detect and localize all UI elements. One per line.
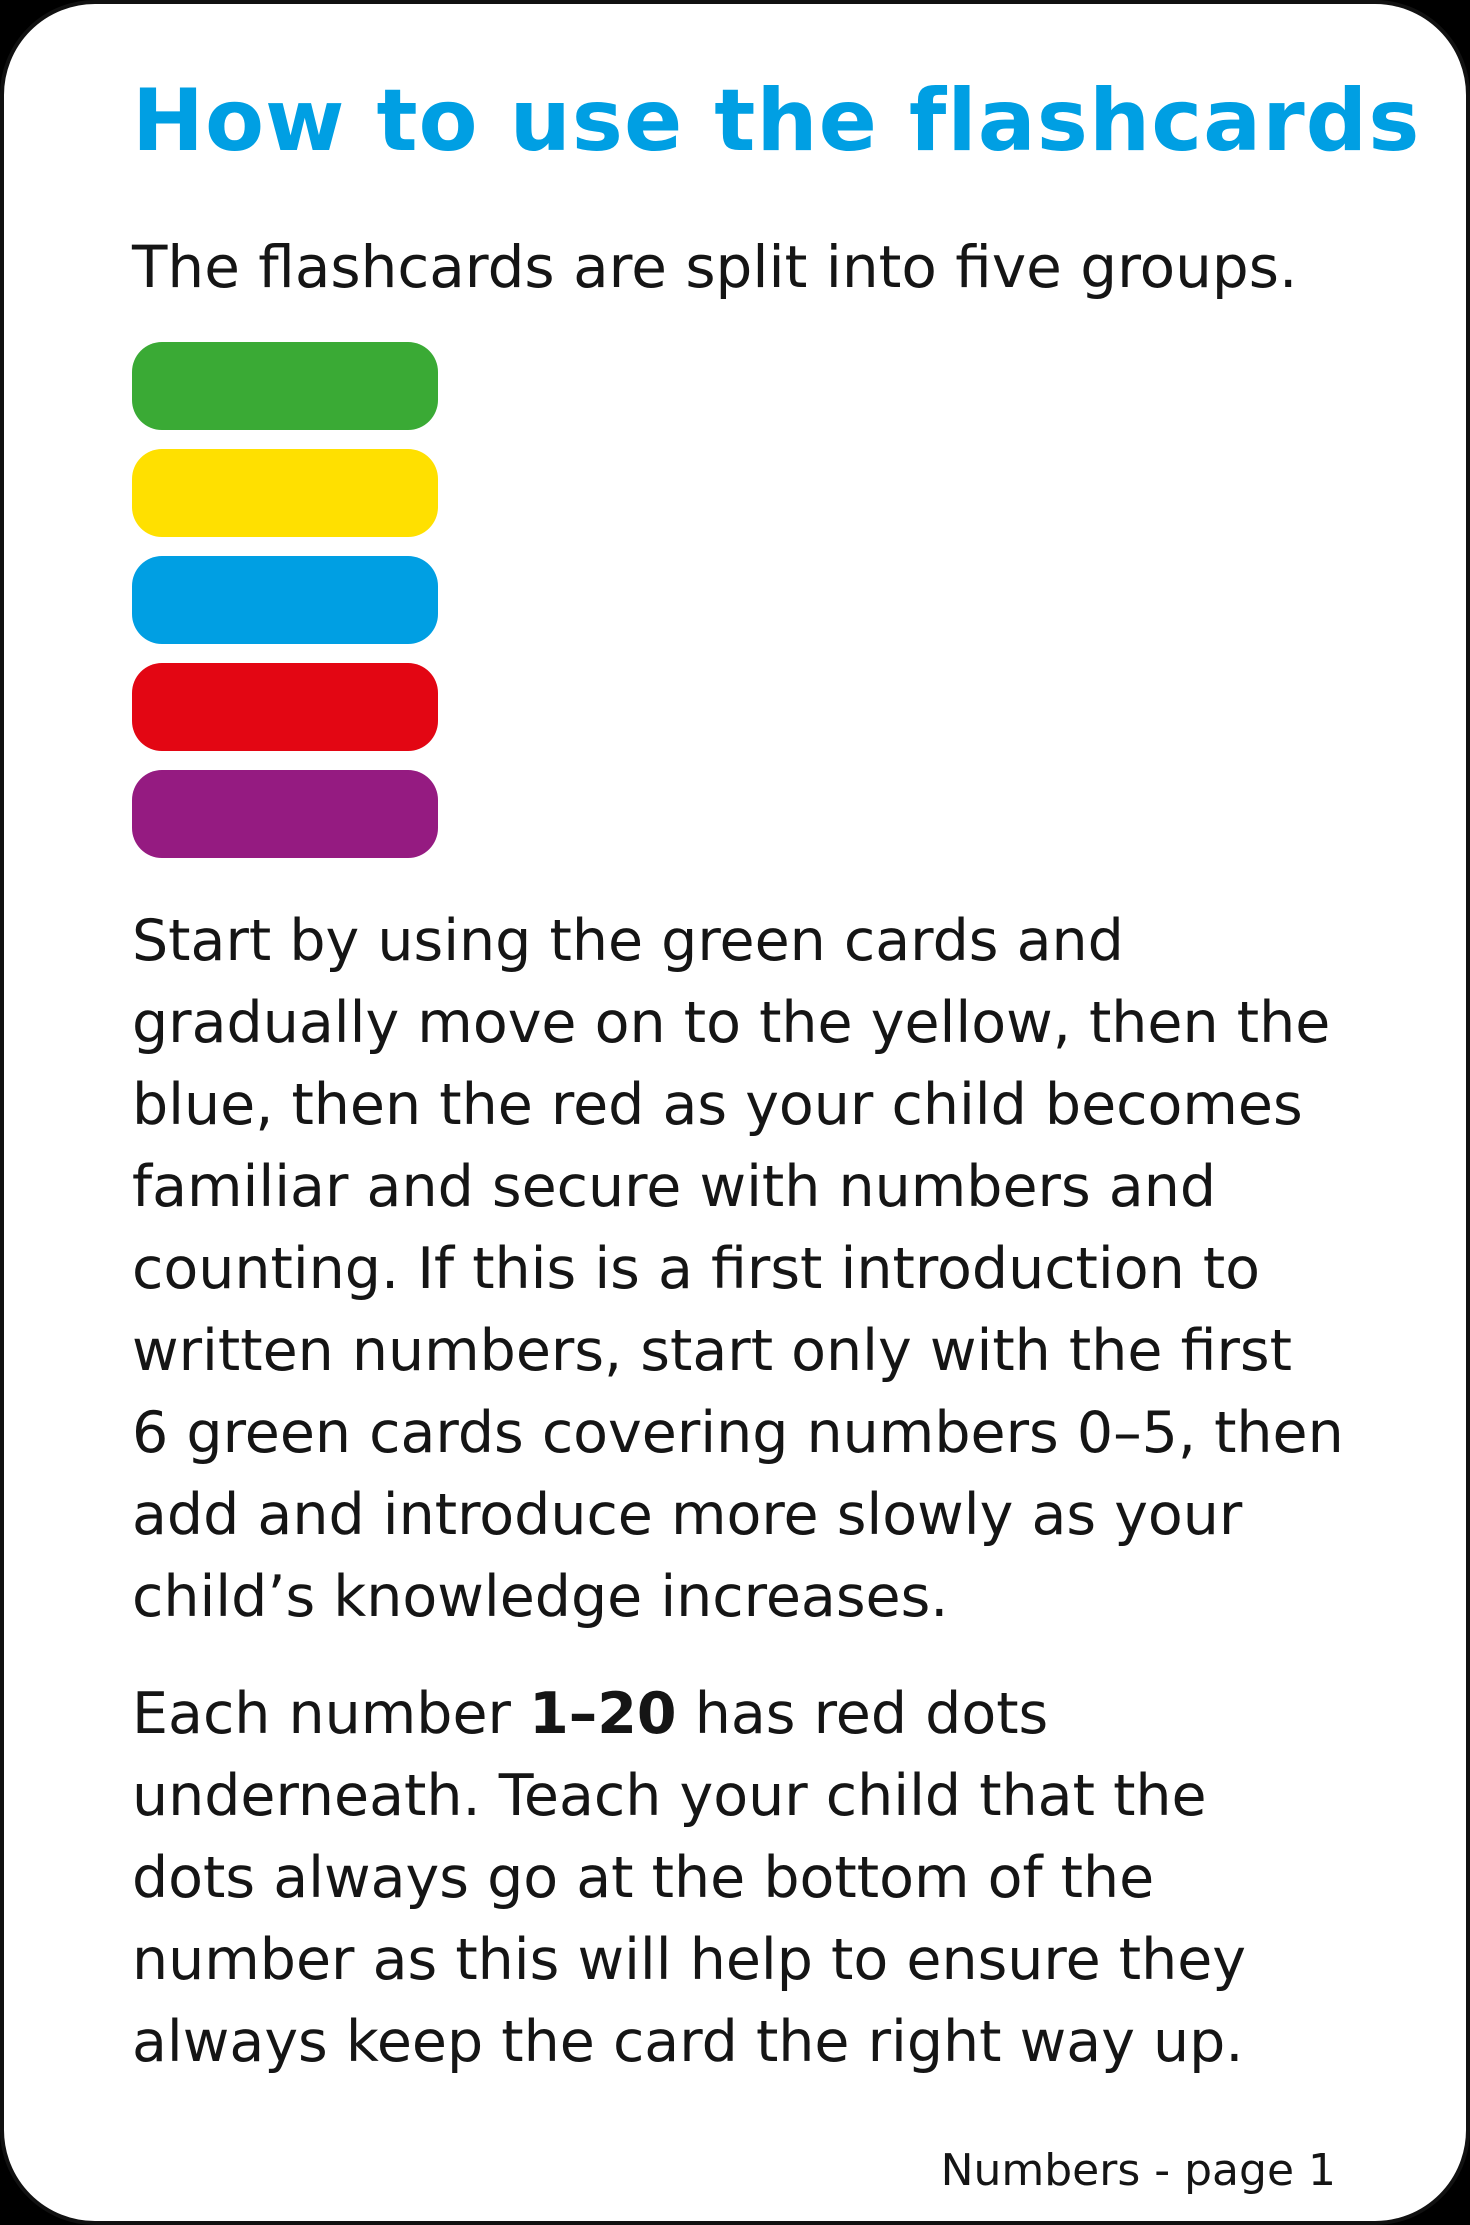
number-range-emphasis: 1–20: [529, 1681, 677, 1747]
group-bar-yellow: [132, 449, 438, 537]
group-bar-purple: [132, 770, 438, 858]
paragraph-line: add and introduce more slowly as your: [132, 1482, 1243, 1548]
paragraph-line: 6 green cards covering numbers 0–5, then: [132, 1400, 1344, 1466]
paragraph-line: underneath. Teach your child that the: [132, 1763, 1207, 1829]
color-group-legend: [132, 342, 438, 877]
line-text: Each number: [132, 1681, 530, 1747]
paragraph-line: blue, then the red as your child becomes: [132, 1072, 1303, 1138]
line-text: has red dots: [676, 1681, 1049, 1747]
paragraph-line: Start by using the green cards and: [132, 908, 1124, 974]
paragraph-line: child’s knowledge increases.: [132, 1564, 949, 1630]
intro-text: The flashcards are split into five groups.: [132, 233, 1298, 301]
paragraph-line: number as this will help to ensure they: [132, 1927, 1247, 1993]
group-bar-blue: [132, 556, 438, 644]
group-bar-green: [132, 342, 438, 430]
paragraph-line: counting. If this is a first introduction to: [132, 1236, 1261, 1302]
page-title: How to use the flashcards: [132, 71, 1421, 171]
paragraph-line: written numbers, start only with the first: [132, 1318, 1292, 1384]
instructions-paragraph-2: [132, 1673, 1372, 2083]
paragraph-line: always keep the card the right way up.: [132, 2009, 1244, 2075]
page-footer: Numbers - page 1: [940, 2145, 1336, 2196]
paragraph-line: gradually move on to the yellow, then the: [132, 990, 1331, 1056]
instructions-paragraph-1: [132, 900, 1372, 1638]
paragraph-line: dots always go at the bottom of the: [132, 1845, 1155, 1911]
group-bar-red: [132, 663, 438, 751]
paragraph-line: [132, 1673, 1372, 1755]
paragraph-line: familiar and secure with numbers and: [132, 1154, 1217, 1220]
